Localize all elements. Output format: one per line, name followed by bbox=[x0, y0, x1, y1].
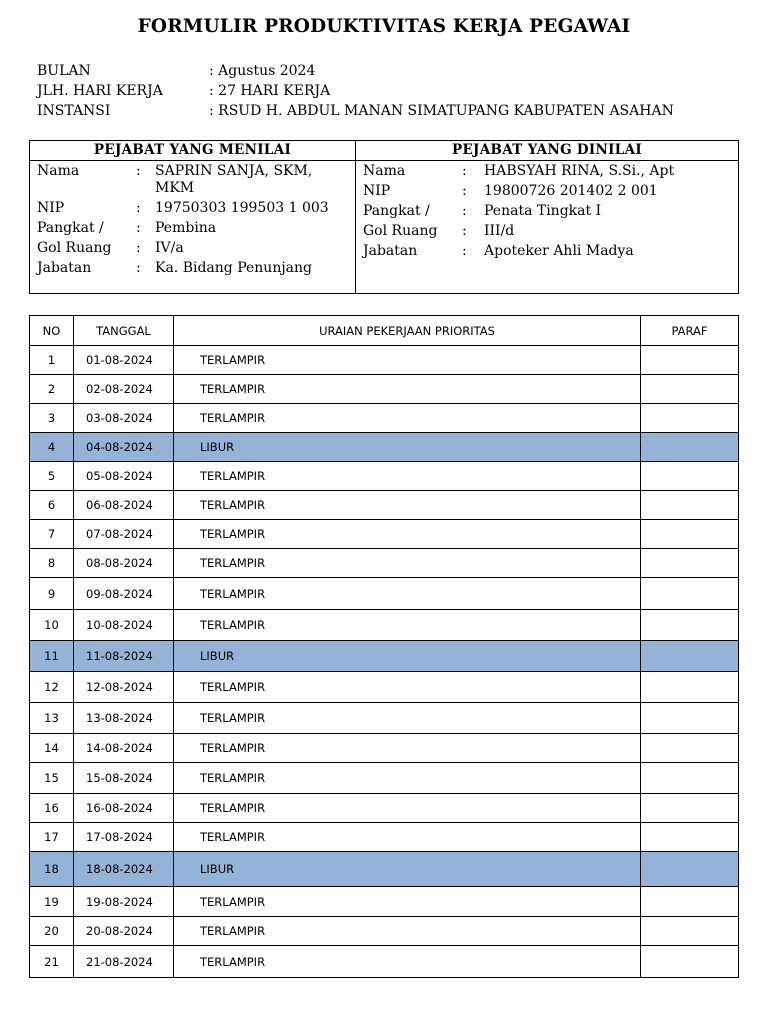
meta-label: INSTANSI bbox=[37, 103, 111, 119]
form-meta bbox=[37, 61, 674, 121]
row-paraf bbox=[641, 578, 739, 610]
row-date: 13-08-2024 bbox=[74, 703, 174, 734]
row-number: 8 bbox=[30, 549, 74, 578]
field-row bbox=[37, 163, 355, 197]
row-description: TERLAMPIR bbox=[174, 375, 641, 404]
row-date: 15-08-2024 bbox=[74, 763, 174, 794]
row-description: TERLAMPIR bbox=[174, 887, 641, 917]
field-row bbox=[37, 220, 355, 237]
meta-value: : 27 HARI KERJA bbox=[209, 83, 331, 99]
table-row bbox=[30, 852, 739, 887]
field-value: IV/a bbox=[155, 240, 184, 256]
row-paraf bbox=[641, 462, 739, 491]
row-description: TERLAMPIR bbox=[174, 578, 641, 610]
table-row bbox=[30, 375, 739, 404]
table-row bbox=[30, 578, 739, 610]
row-number: 13 bbox=[30, 703, 74, 734]
row-date: 01-08-2024 bbox=[74, 346, 174, 375]
field-label: Gol Ruang bbox=[37, 240, 112, 256]
row-paraf bbox=[641, 610, 739, 641]
table-row bbox=[30, 734, 739, 763]
row-paraf bbox=[641, 887, 739, 917]
row-number: 5 bbox=[30, 462, 74, 491]
header-date: TANGGAL bbox=[74, 316, 174, 346]
field-colon: : bbox=[462, 183, 467, 199]
row-paraf bbox=[641, 763, 739, 794]
row-paraf bbox=[641, 491, 739, 520]
field-label: NIP bbox=[363, 183, 391, 199]
row-date: 14-08-2024 bbox=[74, 734, 174, 763]
meta-value: : RSUD H. ABDUL MANAN SIMATUPANG KABUPATEN ASAHAN bbox=[209, 103, 674, 119]
row-paraf bbox=[641, 917, 739, 946]
table-row bbox=[30, 946, 739, 978]
meta-row-month bbox=[37, 61, 674, 81]
field-colon: : bbox=[136, 260, 141, 276]
form-title: FORMULIR PRODUKTIVITAS KERJA PEGAWAI bbox=[137, 16, 631, 37]
row-description: TERLAMPIR bbox=[174, 917, 641, 946]
row-description: TERLAMPIR bbox=[174, 763, 641, 794]
row-number: 6 bbox=[30, 491, 74, 520]
row-description: TERLAMPIR bbox=[174, 549, 641, 578]
field-colon: : bbox=[136, 240, 141, 256]
row-description: TERLAMPIR bbox=[174, 734, 641, 763]
row-date: 18-08-2024 bbox=[74, 852, 174, 887]
table-row bbox=[30, 404, 739, 433]
row-number: 19 bbox=[30, 887, 74, 917]
row-number: 12 bbox=[30, 672, 74, 703]
table-row bbox=[30, 823, 739, 852]
field-row bbox=[37, 200, 355, 217]
table-row bbox=[30, 462, 739, 491]
row-paraf bbox=[641, 703, 739, 734]
field-colon: : bbox=[462, 223, 467, 239]
table-row bbox=[30, 794, 739, 823]
table-row bbox=[30, 887, 739, 917]
row-description: LIBUR bbox=[174, 433, 641, 462]
field-value: 19750303 199503 1 003 bbox=[155, 200, 329, 216]
field-colon: : bbox=[462, 203, 467, 219]
table-row bbox=[30, 520, 739, 549]
meta-row-institution bbox=[37, 101, 674, 121]
row-description: TERLAMPIR bbox=[174, 346, 641, 375]
row-paraf bbox=[641, 404, 739, 433]
header-paraf: PARAF bbox=[641, 316, 739, 346]
row-date: 21-08-2024 bbox=[74, 946, 174, 978]
row-paraf bbox=[641, 852, 739, 887]
row-paraf bbox=[641, 520, 739, 549]
row-description: TERLAMPIR bbox=[174, 672, 641, 703]
field-row bbox=[37, 240, 355, 257]
row-date: 11-08-2024 bbox=[74, 641, 174, 672]
field-colon: : bbox=[136, 220, 141, 236]
row-date: 02-08-2024 bbox=[74, 375, 174, 404]
table-row bbox=[30, 917, 739, 946]
table-row bbox=[30, 763, 739, 794]
field-label: Nama bbox=[363, 163, 406, 179]
meta-label: JLH. HARI KERJA bbox=[37, 83, 163, 99]
field-row bbox=[363, 203, 738, 220]
row-date: 10-08-2024 bbox=[74, 610, 174, 641]
field-label: Gol Ruang bbox=[363, 223, 438, 239]
field-colon: : bbox=[136, 200, 141, 216]
row-description: TERLAMPIR bbox=[174, 404, 641, 433]
row-date: 16-08-2024 bbox=[74, 794, 174, 823]
row-number: 21 bbox=[30, 946, 74, 978]
row-paraf bbox=[641, 346, 739, 375]
row-paraf bbox=[641, 375, 739, 404]
field-label: Pangkat / bbox=[363, 203, 430, 219]
row-date: 04-08-2024 bbox=[74, 433, 174, 462]
field-value: 19800726 201402 2 001 bbox=[484, 183, 658, 199]
row-number: 17 bbox=[30, 823, 74, 852]
row-date: 19-08-2024 bbox=[74, 887, 174, 917]
row-number: 4 bbox=[30, 433, 74, 462]
row-paraf bbox=[641, 433, 739, 462]
row-description: TERLAMPIR bbox=[174, 823, 641, 852]
field-value: III/d bbox=[484, 223, 515, 239]
field-label: NIP bbox=[37, 200, 65, 216]
row-paraf bbox=[641, 672, 739, 703]
row-paraf bbox=[641, 549, 739, 578]
row-number: 2 bbox=[30, 375, 74, 404]
assessor-heading: PEJABAT YANG MENILAI bbox=[30, 141, 355, 161]
field-value: Apoteker Ahli Madya bbox=[484, 243, 634, 259]
header-desc: URAIAN PEKERJAAN PRIORITAS bbox=[174, 316, 641, 346]
row-paraf bbox=[641, 641, 739, 672]
field-colon: : bbox=[136, 163, 141, 179]
row-date: 03-08-2024 bbox=[74, 404, 174, 433]
field-value: HABSYAH RINA, S.Si., Apt bbox=[484, 163, 675, 179]
row-number: 7 bbox=[30, 520, 74, 549]
table-row bbox=[30, 433, 739, 462]
row-date: 09-08-2024 bbox=[74, 578, 174, 610]
row-description: TERLAMPIR bbox=[174, 520, 641, 549]
row-date: 05-08-2024 bbox=[74, 462, 174, 491]
row-paraf bbox=[641, 823, 739, 852]
row-number: 18 bbox=[30, 852, 74, 887]
row-paraf bbox=[641, 946, 739, 978]
field-value: Pembina bbox=[155, 220, 217, 236]
row-paraf bbox=[641, 734, 739, 763]
assessed-heading: PEJABAT YANG DINILAI bbox=[356, 141, 738, 161]
field-row bbox=[37, 260, 355, 277]
row-number: 20 bbox=[30, 917, 74, 946]
table-header-row bbox=[30, 316, 739, 346]
field-colon: : bbox=[462, 163, 467, 179]
row-paraf bbox=[641, 794, 739, 823]
field-row bbox=[363, 243, 738, 260]
row-date: 06-08-2024 bbox=[74, 491, 174, 520]
table-row bbox=[30, 703, 739, 734]
row-description: LIBUR bbox=[174, 852, 641, 887]
row-number: 11 bbox=[30, 641, 74, 672]
row-description: LIBUR bbox=[174, 641, 641, 672]
row-date: 08-08-2024 bbox=[74, 549, 174, 578]
field-value: Penata Tingkat I bbox=[484, 203, 602, 219]
field-value: Ka. Bidang Penunjang bbox=[155, 260, 313, 276]
row-description: TERLAMPIR bbox=[174, 703, 641, 734]
table-row bbox=[30, 491, 739, 520]
row-number: 14 bbox=[30, 734, 74, 763]
row-description: TERLAMPIR bbox=[174, 794, 641, 823]
field-row bbox=[363, 223, 738, 240]
meta-row-workdays bbox=[37, 81, 674, 101]
meta-value: : Agustus 2024 bbox=[209, 63, 316, 79]
field-value: SAPRIN SANJA, SKM, MKM bbox=[155, 163, 313, 196]
row-number: 3 bbox=[30, 404, 74, 433]
row-date: 07-08-2024 bbox=[74, 520, 174, 549]
row-description: TERLAMPIR bbox=[174, 491, 641, 520]
row-number: 9 bbox=[30, 578, 74, 610]
row-description: TERLAMPIR bbox=[174, 462, 641, 491]
assessed-panel bbox=[356, 141, 738, 293]
field-row bbox=[363, 183, 738, 200]
row-date: 12-08-2024 bbox=[74, 672, 174, 703]
row-number: 15 bbox=[30, 763, 74, 794]
field-label: Jabatan bbox=[37, 260, 92, 276]
table-row bbox=[30, 549, 739, 578]
row-description: TERLAMPIR bbox=[174, 946, 641, 978]
header-no: NO bbox=[30, 316, 74, 346]
table-row bbox=[30, 610, 739, 641]
row-description: TERLAMPIR bbox=[174, 610, 641, 641]
row-number: 1 bbox=[30, 346, 74, 375]
assessed-fields bbox=[356, 161, 738, 260]
table-row bbox=[30, 672, 739, 703]
officials-box bbox=[29, 140, 739, 294]
field-row bbox=[363, 163, 738, 180]
field-colon: : bbox=[462, 243, 467, 259]
tasks-table bbox=[29, 315, 739, 978]
table-row bbox=[30, 641, 739, 672]
row-number: 10 bbox=[30, 610, 74, 641]
row-date: 20-08-2024 bbox=[74, 917, 174, 946]
field-label: Jabatan bbox=[363, 243, 418, 259]
assessor-fields bbox=[30, 161, 355, 277]
meta-label: BULAN bbox=[37, 63, 91, 79]
field-label: Nama bbox=[37, 163, 80, 179]
field-label: Pangkat / bbox=[37, 220, 104, 236]
table-row bbox=[30, 346, 739, 375]
row-date: 17-08-2024 bbox=[74, 823, 174, 852]
assessor-panel bbox=[30, 141, 356, 293]
row-number: 16 bbox=[30, 794, 74, 823]
